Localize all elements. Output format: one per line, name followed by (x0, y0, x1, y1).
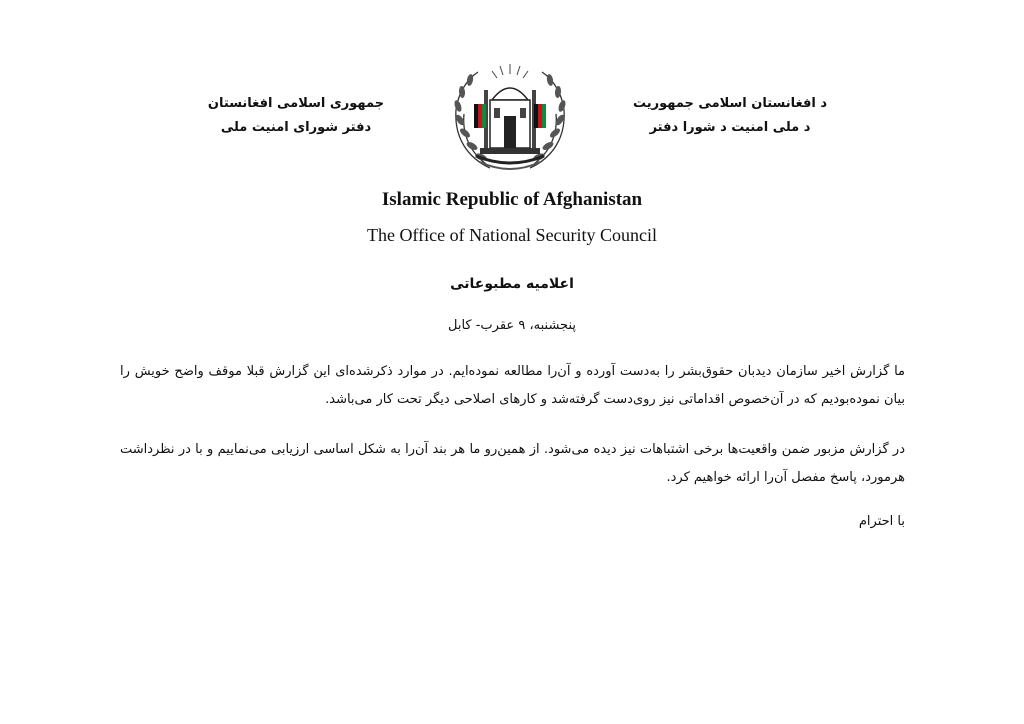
closing: با احترام (858, 514, 905, 529)
letterhead-left-line2: دفتر شورای امنیت ملی (220, 120, 372, 135)
body-paragraph-2: در گزارش مزبور ضمن واقعیت‌ها برخی اشتباهات نیز دیده می‌شود. از همین‌رو ما هر بند آن‌را به شکل اساسی ارزیابی می‌نماییم و با در نظرداشت هرمورد، پاسخ مفصل آن‌را ارائه خواهیم کرد. (120, 442, 905, 485)
body-paragraph-1: ما گزارش اخیر سازمان دیدبان حقوق‌بشر را به‌دست آورده و آن‌را مطالعه نموده‌ایم. در موارد ذکرشده‌ای این گزارش قبلا موقف واضح خویش را بیان نموده‌بودیم که در آن‌خصوص اقداماتی نیز روی‌دست گرفته‌شد و کارهای اصلاحی دیگر تحت کار می‌باشد. (120, 364, 905, 407)
letterhead-left-line1: جمهوری اسلامی افغانستان (207, 96, 385, 111)
organization-subtitle: The Office of National Security Council (366, 225, 658, 245)
dateline: پنجشنبه، ۹ عقرب- کابل (448, 318, 576, 333)
letterhead-right-line1: د افغانستان اسلامی جمهوریت (632, 96, 828, 111)
letterhead-left (196, 92, 396, 140)
document-heading: اعلامیه مطبوعاتی (450, 276, 574, 292)
organization-title: Islamic Republic of Afghanistan (381, 189, 643, 210)
letterhead-right-line2: د ملی امنیت د شورا دفتر (649, 120, 811, 135)
letterhead-right (625, 92, 835, 140)
afghanistan-national-emblem-icon (440, 60, 580, 180)
